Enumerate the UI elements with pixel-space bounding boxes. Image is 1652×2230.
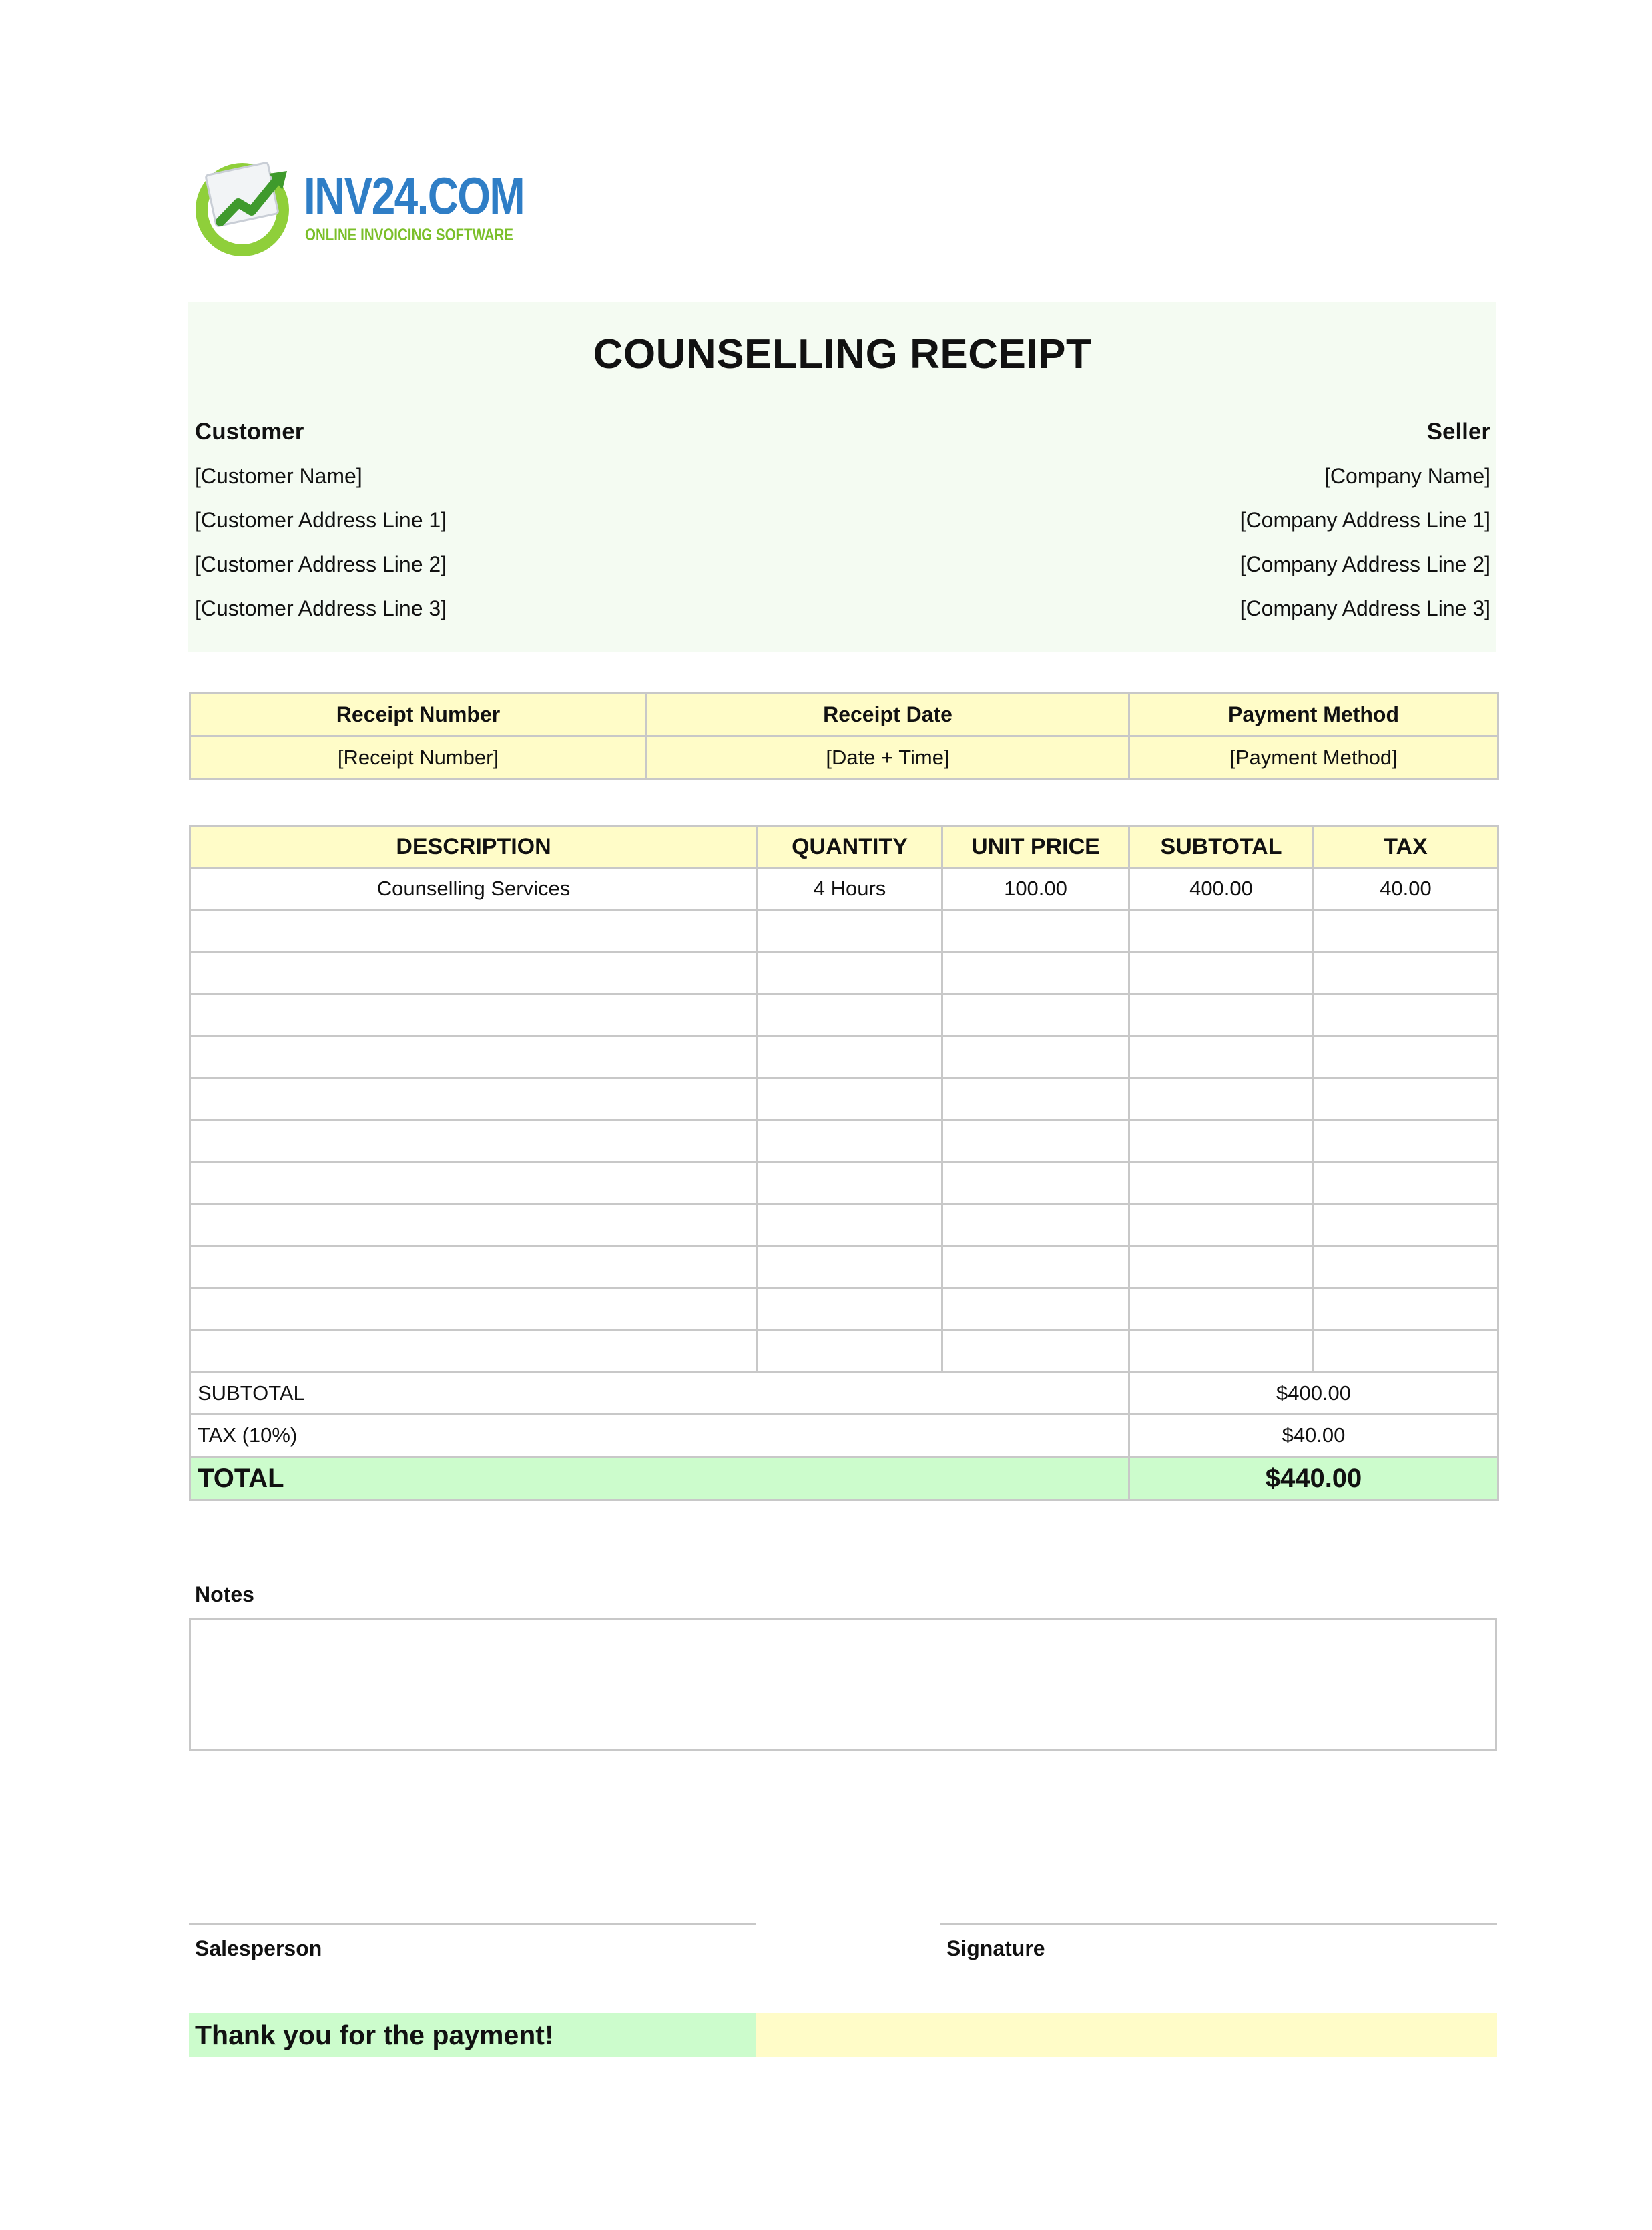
empty-cell (1314, 1331, 1498, 1373)
subtotal-label: SUBTOTAL (190, 1373, 1129, 1415)
empty-cell (942, 1247, 1129, 1289)
customer-address-line-1: [Customer Address Line 1] (195, 508, 447, 532)
empty-cell (1129, 1162, 1314, 1204)
empty-table-row (190, 952, 1498, 994)
company-logo (190, 155, 524, 258)
company-address-line-3: [Company Address Line 3] (1240, 596, 1490, 620)
empty-cell (942, 952, 1129, 994)
company-name: [Company Name] (1324, 464, 1490, 488)
empty-cell (1129, 1204, 1314, 1247)
tax-row (190, 1415, 1498, 1457)
empty-cell (1129, 1036, 1314, 1078)
empty-cell (1129, 994, 1314, 1036)
empty-table-row (190, 1204, 1498, 1247)
empty-cell (758, 1247, 942, 1289)
total-row (190, 1457, 1498, 1500)
empty-cell (942, 1078, 1129, 1120)
empty-cell (190, 994, 758, 1036)
item-tax: 40.00 (1314, 868, 1498, 910)
payment-method-header: Payment Method (1129, 694, 1498, 736)
tax-value: $40.00 (1129, 1415, 1498, 1457)
receipt-date-value: [Date + Time] (647, 736, 1129, 779)
customer-name: [Customer Name] (195, 464, 362, 488)
logo-tagline: ONLINE INVOICING SOFTWARE (305, 226, 514, 244)
empty-cell (942, 1331, 1129, 1373)
receipt-info-value-row (190, 736, 1498, 779)
item-unit-price: 100.00 (942, 868, 1129, 910)
items-header-row (190, 826, 1498, 868)
empty-table-row (190, 1120, 1498, 1162)
signature-line (940, 1923, 1497, 1925)
thank-you-message: Thank you for the payment! (195, 2020, 554, 2050)
seller-heading: Seller (1426, 419, 1490, 445)
empty-cell (1129, 1331, 1314, 1373)
total-value: $440.00 (1129, 1457, 1498, 1500)
notes-box (189, 1618, 1497, 1751)
empty-table-row (190, 910, 1498, 952)
item-quantity: 4 Hours (758, 868, 942, 910)
item-description: Counselling Services (190, 868, 758, 910)
empty-cell (1314, 1247, 1498, 1289)
empty-cell (1314, 952, 1498, 994)
empty-cell (190, 910, 758, 952)
empty-cell (1314, 1120, 1498, 1162)
empty-cell (1129, 910, 1314, 952)
receipt-number-value: [Receipt Number] (190, 736, 647, 779)
empty-cell (758, 1204, 942, 1247)
notes-label: Notes (195, 1582, 254, 1606)
company-address-line-1: [Company Address Line 1] (1240, 508, 1490, 532)
empty-cell (190, 1120, 758, 1162)
empty-cell (1129, 1078, 1314, 1120)
empty-cell (758, 1120, 942, 1162)
empty-cell (758, 952, 942, 994)
tax-header: TAX (1314, 826, 1498, 868)
empty-cell (1314, 994, 1498, 1036)
empty-cell (190, 1289, 758, 1331)
empty-cell (758, 994, 942, 1036)
payment-method-value: [Payment Method] (1129, 736, 1498, 779)
empty-cell (758, 1162, 942, 1204)
empty-cell (190, 1078, 758, 1120)
table-row (190, 868, 1498, 910)
empty-cell (1129, 1120, 1314, 1162)
receipt-info-table (189, 692, 1499, 780)
empty-cell (190, 1331, 758, 1373)
empty-cell (942, 1204, 1129, 1247)
customer-heading: Customer (195, 419, 304, 445)
empty-cell (1314, 910, 1498, 952)
empty-table-row (190, 1289, 1498, 1331)
subtotal-row (190, 1373, 1498, 1415)
empty-cell (1129, 1289, 1314, 1331)
seller-block (1240, 410, 1490, 630)
salesperson-label: Salesperson (195, 1936, 322, 1960)
receipt-date-header: Receipt Date (647, 694, 1129, 736)
receipt-info-header-row (190, 694, 1498, 736)
empty-cell (758, 1036, 942, 1078)
empty-cell (190, 1162, 758, 1204)
empty-table-row (190, 994, 1498, 1036)
empty-cell (758, 910, 942, 952)
subtotal-header: SUBTOTAL (1129, 826, 1314, 868)
company-address-line-2: [Company Address Line 2] (1240, 552, 1490, 576)
empty-cell (1314, 1289, 1498, 1331)
customer-address-line-3: [Customer Address Line 3] (195, 596, 447, 620)
logo-brand-text: INV24.COM (304, 166, 524, 225)
empty-cell (942, 1162, 1129, 1204)
empty-cell (942, 994, 1129, 1036)
empty-cell (1314, 1204, 1498, 1247)
empty-cell (942, 1120, 1129, 1162)
empty-cell (1129, 952, 1314, 994)
total-label: TOTAL (190, 1457, 1129, 1500)
quantity-header: QUANTITY (758, 826, 942, 868)
logo-chart-icon (190, 155, 297, 258)
signature-label: Signature (946, 1936, 1045, 1960)
empty-cell (190, 1204, 758, 1247)
footer-band (756, 2013, 1497, 2057)
empty-cell (758, 1331, 942, 1373)
salesperson-line (189, 1923, 756, 1925)
empty-table-row (190, 1331, 1498, 1373)
empty-cell (190, 952, 758, 994)
empty-cell (758, 1078, 942, 1120)
empty-cell (1129, 1247, 1314, 1289)
description-header: DESCRIPTION (190, 826, 758, 868)
empty-cell (1314, 1162, 1498, 1204)
empty-cell (942, 1036, 1129, 1078)
empty-cell (190, 1247, 758, 1289)
empty-table-row (190, 1247, 1498, 1289)
unit-price-header: UNIT PRICE (942, 826, 1129, 868)
empty-cell (942, 910, 1129, 952)
empty-cell (190, 1036, 758, 1078)
document-title: COUNSELLING RECEIPT (593, 331, 1092, 377)
empty-cell (1314, 1036, 1498, 1078)
customer-block (195, 410, 447, 630)
subtotal-value: $400.00 (1129, 1373, 1498, 1415)
empty-cell (942, 1289, 1129, 1331)
customer-address-line-2: [Customer Address Line 2] (195, 552, 447, 576)
empty-cell (1314, 1078, 1498, 1120)
empty-cell (758, 1289, 942, 1331)
receipt-number-header: Receipt Number (190, 694, 647, 736)
item-subtotal: 400.00 (1129, 868, 1314, 910)
items-table (189, 825, 1499, 1501)
tax-label: TAX (10%) (190, 1415, 1129, 1457)
empty-table-row (190, 1078, 1498, 1120)
empty-table-row (190, 1162, 1498, 1204)
empty-table-row (190, 1036, 1498, 1078)
